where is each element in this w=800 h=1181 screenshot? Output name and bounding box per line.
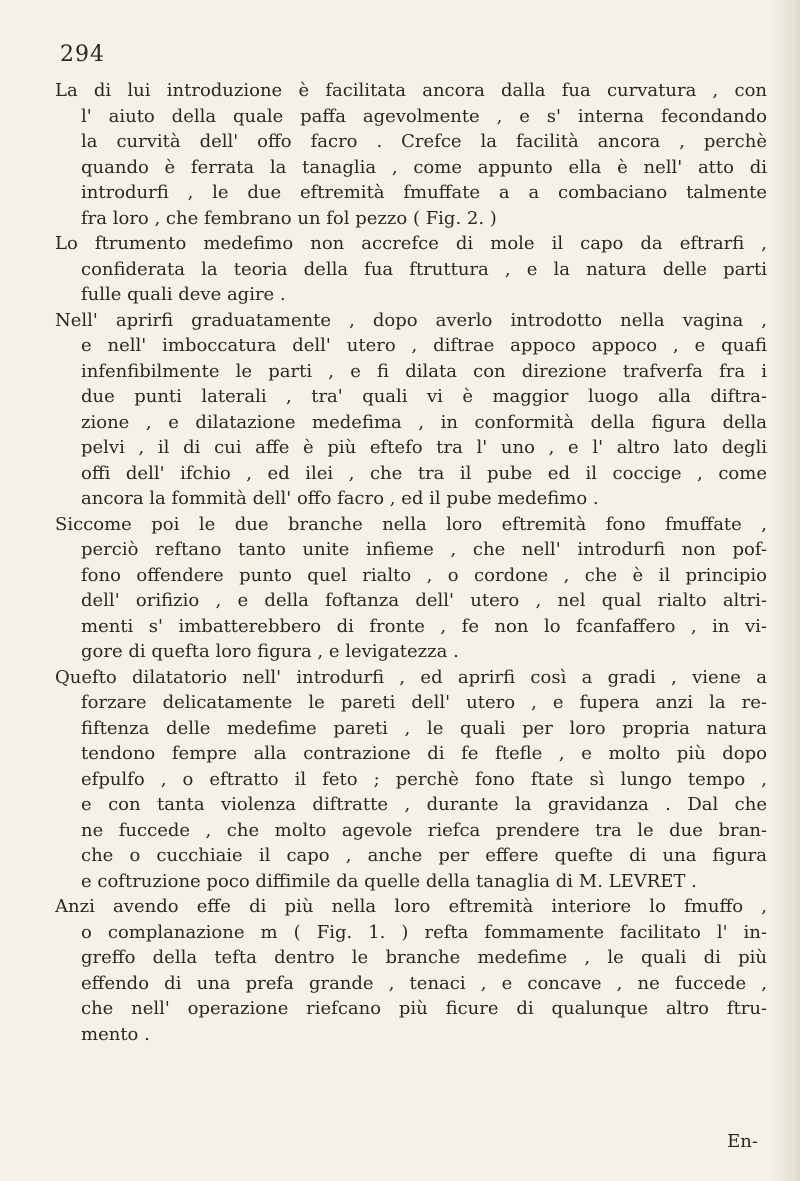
- text-line: greffo della tefta dentro le branche medefime , le quali di più: [81, 947, 767, 968]
- text-line: introdurfi , le due eftremità fmuffate a a combaciano talmente: [81, 182, 767, 203]
- page-number: 294: [60, 42, 105, 67]
- text-line: la curvità dell' offo facro . Crefce la facilità ancora , perchè: [81, 131, 767, 152]
- text-line: Siccome poi le due branche nella loro eftremità fono fmuffate ,: [55, 513, 767, 535]
- text-line: offi dell' ifchio , ed ilei , che tra il pube ed il coccige , come: [81, 462, 767, 484]
- text-line: pelvi , il di cui affe è più eftefo tra l' uno , e l' altro lato degli: [81, 437, 767, 458]
- text-line: che nell' operazione riefcano più ficure di qualunque altro ftru-: [81, 998, 767, 1019]
- text-line: Anzi avendo effe di più nella loro eftremità interiore lo fmuffo ,: [55, 896, 767, 917]
- text-line: Lo ftrumento medefimo non accrefce di mole il capo da eftrarfi ,: [55, 233, 767, 254]
- text-line: e nell' imboccatura dell' utero , diftrae appoco appoco , e quafi: [81, 335, 767, 356]
- text-line: fra loro , che fembrano un fol pezzo ( Fig. 2. ): [81, 207, 497, 229]
- text-line: quando è ferrata la tanaglia , come appunto ella è nell' atto di: [81, 156, 767, 178]
- text-line: l' aiuto della quale paffa agevolmente , e s' interna fecondando: [81, 105, 767, 127]
- text-line: o complanazione m ( Fig. 1. ) refta fommamente facilitato l' in-: [81, 921, 767, 943]
- text-line: fiftenza delle medefime pareti , le quali per loro propria natura: [81, 717, 767, 739]
- text-line: zione , e dilatazione medefima , in conformità della figura della: [81, 411, 767, 433]
- text-line: mento .: [81, 1023, 150, 1045]
- text-line: Nell' aprirfi graduatamente , dopo averlo introdotto nella vagina ,: [55, 309, 767, 331]
- text-line: forzare delicatamente le pareti dell' utero , e fupera anzi la re-: [81, 692, 767, 713]
- text-line: dell' orifizio , e della foftanza dell' utero , nel qual rialto altri-: [81, 590, 767, 611]
- text-line: confiderata la teoria della fua ftruttura , e la natura delle parti: [81, 258, 767, 280]
- text-line: che o cucchiaie il capo , anche per effere quefte di una figura: [81, 845, 767, 866]
- text-line: La di lui introduzione è facilitata ancora dalla fua curvatura , con: [55, 80, 767, 101]
- text-line: due punti laterali , tra' quali vi è maggior luogo alla diftra-: [81, 386, 767, 407]
- body-text: [55, 78, 767, 1047]
- text-line: effendo di una prefa grande , tenaci , e concave , ne fuccede ,: [81, 972, 767, 994]
- text-line: efpulfo , o eftratto il feto ; perchè fono ftate sì lungo tempo ,: [81, 768, 767, 790]
- text-line: gore di quefta loro figura , e levigatezza .: [81, 641, 459, 662]
- text-line: fono offendere punto quel rialto , o cordone , che è il principio: [81, 564, 767, 586]
- text-line: Quefto dilatatorio nell' introdurfi , ed aprirfi così a gradi , viene a: [55, 666, 767, 688]
- text-line: menti s' imbatterebbero di fronte , fe non lo fcanfaffero , in vi-: [81, 615, 767, 637]
- text-line: ne fuccede , che molto agevole riefca prendere tra le due bran-: [81, 819, 767, 841]
- text-line: e con tanta violenza diftratte , durante la gravidanza . Dal che: [81, 794, 767, 815]
- text-line: perciò reftano tanto unite infieme , che nell' introdurfi non pof-: [81, 539, 767, 560]
- text-line: tendono fempre alla contrazione di fe ftefle , e molto più dopo: [81, 743, 767, 764]
- catchword: En-: [727, 1131, 758, 1152]
- text-line: fulle quali deve agire .: [81, 284, 286, 305]
- text-line: ancora la fommità dell' offo facro , ed il pube medefimo .: [81, 488, 599, 509]
- text-line: infenfibilmente le parti , e fi dilata con direzione trafverfa fra i: [81, 360, 767, 382]
- text-line: e coftruzione poco diffimile da quelle della tanaglia di M. LEVRET .: [81, 870, 697, 892]
